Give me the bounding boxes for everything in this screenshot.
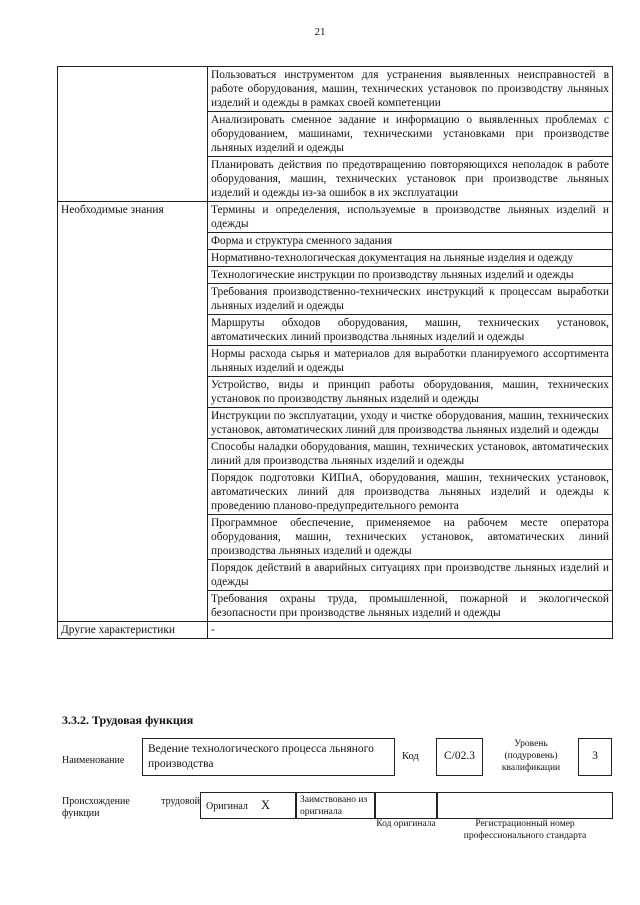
table-row [58, 622, 613, 639]
skill-item: Анализировать сменное задание и информацию о выявленных проблемах с оборудованием, машинами, техническими установками при производстве льняных изделий и одежды [208, 112, 613, 157]
section-heading: 3.3.2. Трудовая функция [62, 713, 194, 727]
knowledge-item: Устройство, виды и принцип работы оборудования, машин, технических установок по производству льняных изделий и одежды [208, 377, 613, 408]
registration-number-box [437, 792, 613, 819]
code-value-box [436, 738, 483, 776]
page-number: 21 [314, 26, 326, 38]
skills-label-cell [58, 67, 208, 202]
name-label: Наименование [62, 755, 125, 766]
knowledge-label: Необходимые знания [58, 202, 208, 622]
origin-code-box [375, 792, 437, 819]
knowledge-item: Технологические инструкции по производству льняных изделий и одежды [208, 267, 613, 284]
knowledge-item: Способы наладки оборудования, машин, технических установок, автоматических линий для производства льняных изделий и одежды [208, 439, 613, 470]
knowledge-item: Программное обеспечение, применяемое на рабочем месте оператора оборудования, машин, технических установок, автоматических линий производства льняных изделий и одежды [208, 515, 613, 560]
knowledge-item: Инструкции по эксплуатации, уходу и чистке оборудования, машин, технических установок, автоматических линий для производства льняных изделий и одежды [208, 408, 613, 439]
knowledge-item: Термины и определения, используемые в производстве льняных изделий и одежды [208, 202, 613, 233]
knowledge-item: Нормативно-технологическая документация на льняные изделия и одежду [208, 250, 613, 267]
code-value: C/02.3 [444, 750, 475, 762]
origin-label: Происхождение трудовой функции [62, 796, 200, 819]
name-value: Ведение технологического процесса льняного производства [148, 743, 374, 770]
table-row [58, 202, 613, 233]
original-box [200, 792, 296, 819]
name-value-box [142, 738, 395, 776]
knowledge-item: Форма и структура сменного задания [208, 233, 613, 250]
original-label: Оригинал [206, 801, 248, 812]
original-mark: X [261, 798, 271, 812]
table-row [58, 67, 613, 112]
knowledge-item: Требования производственно-технических инструкций к процессам выработки льняных изделий и одежды [208, 284, 613, 315]
level-value-box [578, 738, 612, 776]
knowledge-item: Требования охраны труда, промышленной, пожарной и экологической безопасности при производстве льняных изделий и одежды [208, 591, 613, 622]
requirements-table [57, 66, 613, 639]
other-characteristics-label: Другие характеристики [58, 622, 208, 639]
level-label: Уровень (подуровень) квалификации [501, 739, 561, 773]
other-characteristics-value: - [208, 622, 613, 639]
knowledge-item: Порядок действий в аварийных ситуациях при производстве льняных изделий и одежды [208, 560, 613, 591]
knowledge-item: Порядок подготовки КИПиА, оборудования, машин, технических установок, автоматических линий для производства льняных изделий и одежды к проведению планово-предупредительного ремонта [208, 470, 613, 515]
borrowed-box [296, 792, 375, 819]
skill-item: Планировать действия по предотвращению повторяющихся неполадок в работе оборудования, машин, технических установок при производстве льняных изделий и одежды из-за ошибок в их эксплуатации [208, 157, 613, 202]
code-label: Код [402, 751, 419, 762]
borrowed-label: Заимствовано из оригинала [300, 795, 368, 817]
level-value: 3 [592, 750, 598, 762]
origin-code-caption: Код оригинала [376, 819, 436, 829]
skill-item: Пользоваться инструментом для устранения выявленных неисправностей в работе оборудования, машин, технических установок по производству льняных изделий и одежды в рамках своей компетенции [208, 67, 613, 112]
knowledge-item: Маршруты обходов оборудования, машин, технических установок, автоматических линий производства льняных изделий и одежды [208, 315, 613, 346]
registration-caption: Регистрационный номер профессионального стандарта [463, 819, 587, 841]
knowledge-item: Нормы расхода сырья и материалов для выработки планируемого ассортимента льняных изделий и одежды [208, 346, 613, 377]
